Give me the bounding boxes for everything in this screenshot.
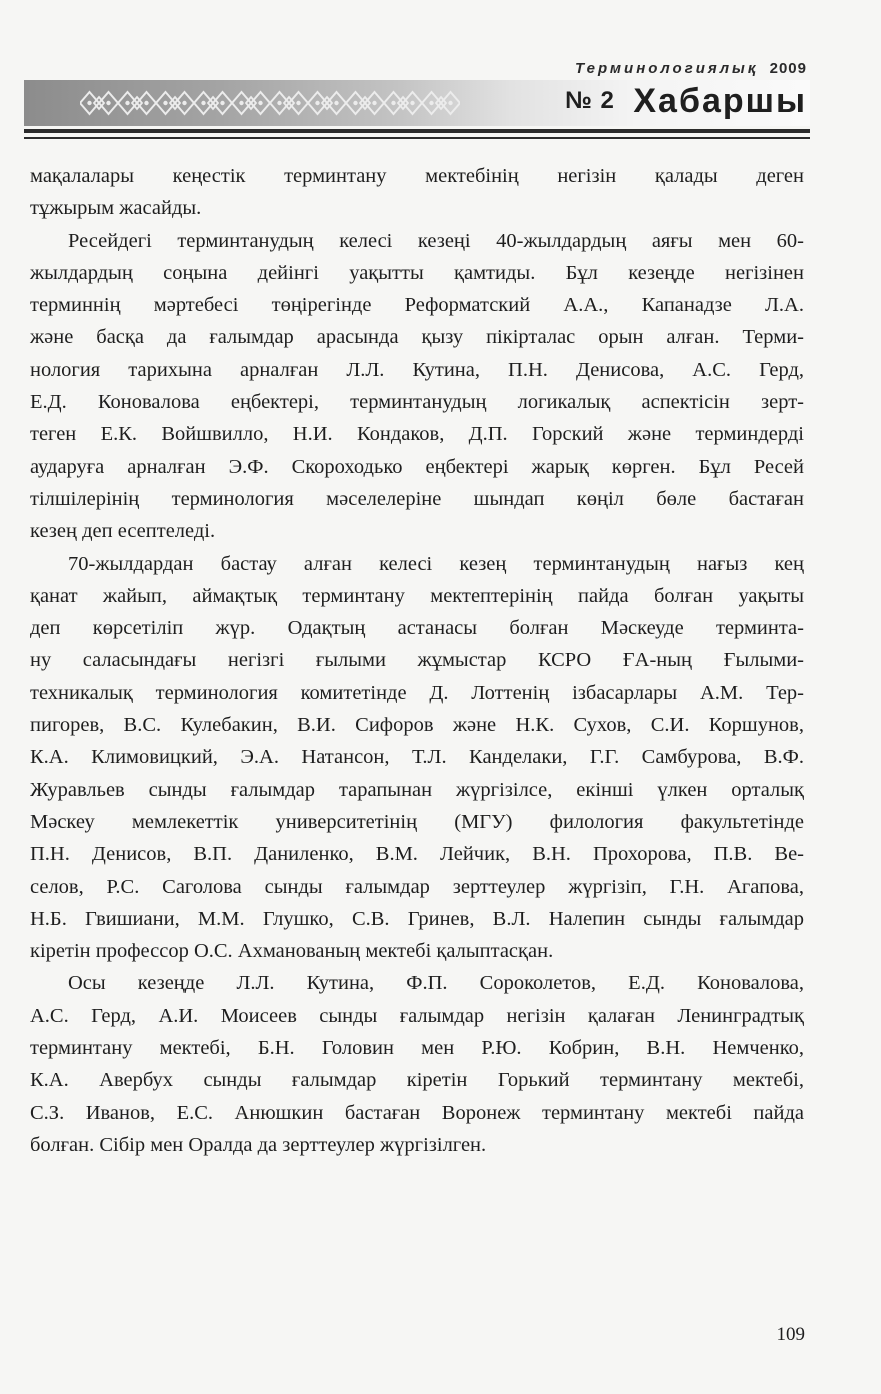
text-line: аударуға арналған Э.Ф. Скороходько еңбектері жарық көрген. Бұл Ресей — [30, 455, 804, 478]
text-line: пигорев, В.С. Кулебакин, В.И. Сифоров және Н.К. Сухов, С.И. Коршунов, — [30, 714, 804, 737]
text-line: терминнің мәртебесі төңірегінде Реформатский А.А., Капанадзе Л.А. — [30, 294, 804, 317]
text-line: К.А. Климовицкий, Э.А. Натансон, Т.Л. Канделаки, Г.Г. Самбурова, В.Ф. — [30, 746, 804, 769]
text-line: кезең деп есептеледі. — [30, 520, 216, 543]
text-line: П.Н. Денисов, В.П. Даниленко, В.М. Лейчик, В.Н. Прохорова, П.В. Ве- — [30, 843, 804, 866]
text-line: К.А. Авербух сынды ғалымдар кіретін Горький терминтану мектебі, — [30, 1069, 804, 1092]
text-line: 70-жылдардан бастау алған келесі кезең терминтанудың нағыз кең — [68, 552, 804, 575]
text-line: жылдардың соңына дейінгі уақытты қамтиды. Бұл кезеңде негізінен — [30, 261, 804, 284]
text-line: қанат жайып, аймақтық терминтану мектептерінің пайда болған уақыты — [30, 584, 804, 607]
text-line: ну саласындағы негізгі ғылыми жұмыстар КСРО ҒА-ның Ғылыми- — [30, 649, 804, 672]
series-name: Терминологиялық — [575, 60, 759, 77]
journal-year: 2009 — [769, 60, 807, 77]
text-line: Ресейдегі терминтанудың келесі кезеңі 40-жылдардың аяғы мен 60- — [68, 229, 804, 252]
text-line: Журавльев сынды ғалымдар тарапынан жүргізілсе, екінші үлкен орталық — [30, 778, 804, 801]
header-rule-thick — [24, 129, 810, 133]
text-line: мақалалары кеңестік терминтану мектебінің негізін қалады деген — [30, 165, 804, 187]
journal-name: Хабаршы — [633, 82, 807, 120]
text-line: кіретін профессор О.С. Ахманованың мектебі қалыптасқан. — [30, 940, 554, 963]
text-line: тілшілерінің терминология мәселелеріне шындап көңіл бөле бастаған — [30, 487, 804, 510]
text-line: Осы кезеңде Л.Л. Кутина, Ф.П. Сороколетов, Е.Д. Коновалова, — [68, 972, 804, 995]
text-line: теген Е.К. Войшвилло, Н.И. Кондаков, Д.П. Горский және терминдерді — [30, 423, 804, 446]
ornament-pattern — [80, 88, 460, 118]
issue-number: № 2 — [565, 87, 615, 114]
text-line: нология тарихына арналған Л.Л. Кутина, П.Н. Денисова, А.С. Герд, — [30, 358, 804, 381]
text-line: және басқа да ғалымдар арасында қызу пікірталас орын алған. Терми- — [30, 326, 804, 349]
text-line: Мәскеу мемлекеттік университетінің (МГУ) филология факультетінде — [30, 810, 804, 833]
text-line: С.З. Иванов, Е.С. Анюшкин бастаған Воронеж терминтану мектебі пайда — [30, 1101, 804, 1124]
text-line: А.С. Герд, А.И. Моисеев сынды ғалымдар негізін қалаған Ленинградтық — [30, 1004, 804, 1027]
text-line: болған. Сібір мен Оралда да зерттеулер жүргізілген. — [30, 1133, 487, 1156]
text-line: деп көрсетіліп жүр. Одақтың астанасы болған Мәскеуде терминта- — [30, 617, 804, 640]
text-line: терминтану мектебі, Б.Н. Головин мен Р.Ю. Кобрин, В.Н. Немченко, — [30, 1037, 804, 1060]
text-line: техникалық терминология комитетінде Д. Лоттенің ізбасарлары А.М. Тер- — [30, 681, 804, 704]
body-text — [30, 160, 804, 1161]
journal-title — [565, 82, 807, 121]
text-line: тұжырым жасайды. — [30, 197, 202, 220]
text-line: селов, Р.С. Саголова сынды ғалымдар зерттеулер жүргізіп, Г.Н. Агапова, — [30, 875, 804, 898]
header-rule-thin — [24, 137, 810, 139]
text-line: Н.Б. Гвишиани, М.М. Глушко, С.В. Гринев, В.Л. Налепин сынды ғалымдар — [30, 907, 804, 930]
page-number: 109 — [776, 1324, 805, 1345]
journal-series — [575, 60, 807, 77]
text-line: Е.Д. Коновалова еңбектері, терминтанудың логикалық аспектісін зерт- — [30, 391, 804, 414]
